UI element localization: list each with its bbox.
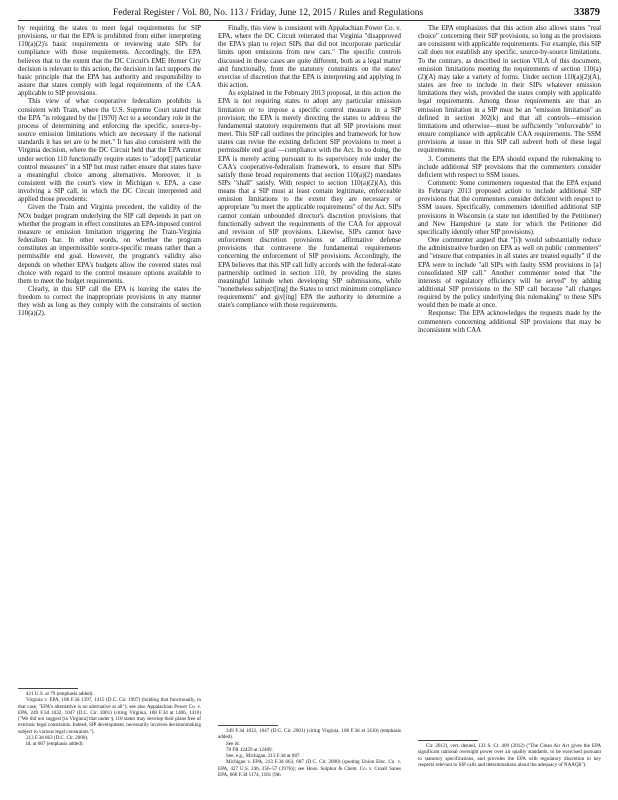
paragraph: Clearly, in this SIP call the EPA is leaving the states the freedom to correct the inappropriate provisions in any manner they wish as long as they comply with the constraints of section 110(a)(2). [18, 286, 201, 318]
footnote: 213 F.3d 663 (D.C. Cir. 2000). [26, 735, 89, 742]
column-1 [18, 25, 201, 319]
footnote: See id. [226, 740, 240, 747]
footnote: Michigan v. EPA, 213 F.3d 663, 687 (D.C. Cir. 2000) (quoting Union Elec. Co. v. EPA, 427 U.S. 246, 256–57 (1976)); see Hous. Sulphur & Chem. Co. v. Croall Sanes EPA, 666 F.3d 1174, 1181 (9th [218, 759, 401, 779]
paragraph: As explained in the February 2013 proposal, in this action the EPA is not requiring states to adopt any particular emission limitation or to impose a specific control measure in a SIP provision; the EPA is merely directing the states to address the fundamental statutory requirements that all SIP provisions must meet. This SIP call outlines the principles and framework for how states can revise the existing deficient SIP provisions to meet a permissible end goal —compliance with the Act. In so doing, the EPA is merely acting pursuant to its supervisory role under the CAA's cooperative-federalism framework, to ensure that SIPs satisfy those broad requirements that section 110(a)(2) mandates SIPs "shall" satisfy. With respect to section 110(a)(2)(A), this means that a SIP must at least contain legitimate, enforceable emission limitations to the extent they are necessary or appropriate "to meet the applicable requirements" of the Act. SIPs cannot contain unbounded director's discretion provisions that functionally subvert the requirements of the CAA for approval and revision of SIP provisions. Likewise, SIPs cannot have enforcement discretion provisions or affirmative defense provisions that contravene the fundamental requirements concerning the enforcement of SIP provisions. Accordingly, the EPA believes that this SIP call fully accords with the federal-state partnership outlined in section 110, by providing the states meaningful latitude when developing SIP submissions, while "nonetheless subject[ing] the States to strict minimum compliance requirements" and giv[ing] EPA the authority to determine a state's compliance with those requirements. [218, 90, 401, 310]
section-heading: 3. Comments that the EPA should expand the rulemaking to include additional SIP provisions that the commenters consider deficient with respect to SSM issues. [418, 155, 601, 179]
paragraph: One commenter argued that "[i]t would substantially reduce the administrative burden on EPA as well on public commenters" and "ensure that companies in all states are treated equally" if the EPA were to include "all SIPs with faulty SSM provisions in [a] consolidated SIP call." Another commenter noted that "the interests of regulatory efficiency will be served" by adding additional SIP provisions to the SIP call because "all changes required by the policy underlying this rulemaking" to these SIPs would then be made at once. [418, 237, 601, 310]
column-3 [418, 25, 601, 335]
footnotes-column-1 [18, 691, 201, 748]
footnotes-column-2 [218, 728, 401, 778]
paragraph: This view of what cooperative federalism prohibits is consistent with Train, where the U.S. Supreme Court stated that the EPA "is relegated by the [1970] Act to a secondary role in the process of determining and enforcing the specific, source-by-source emission limitations which are necessary if the national standards it has set are to be met." It has also consistent with the Virginia decision, where the DC Circuit held that the EPA cannot under section 110 functionally require states to "adopt[] particular control measures" in a SIP but must rather ensure that states have a meaningful choice among alternatives. Moreover, it is consistent with the court's view in Michigan v. EPA, a case involving a SIP call, in which the DC Circuit interpreted and applied those precedents: [18, 98, 201, 204]
paragraph: Comment: Some commenters requested that the EPA expand its February 2013 proposed action to include additional SIP provisions that the commenters consider deficient with respect to SSM issues. Specifically, commenters identified additional SIP provisions in Wisconsin (a state not identified by the Petitioner) and New Hampshire (a state for which the Petitioner did specifically identify other SIP provisions). [418, 179, 601, 236]
footnote-separator [18, 688, 78, 689]
footnote: 421 U.S. at 79 (emphasis added). [26, 691, 94, 697]
column-2 [218, 25, 401, 310]
footnote-separator [418, 740, 478, 741]
page-header [18, 6, 600, 20]
footnote-separator [218, 725, 278, 726]
paragraph: The EPA emphasizes that this action also allows states "real choice" concerning their SIP provisions, so long as the provisions are consistent with applicable requirements. For example, this SIP call does not establish any specific, source-by-source limitations. To the contrary, as described in section VII.A of this document, emission limitations meeting the requirements of section 110(a)(2)(A) may take a variety of forms. Under section 110(a)(2)(A), states are free to include in their SIPs whatever emission limitations they wish, provided the states comply with applicable legal requirements. Among those requirements are that an emission limitation in a SIP must be an "emission limitation" as defined in section 302(k) and that all controls—emission limitations and otherwise—must be sufficiently "enforceable" to ensure compliance with applicable CAA requirements. The SSM provisions at issue in this SIP call subvert both of these legal requirements. [418, 25, 601, 155]
header-citation: Federal Register / Vol. 80, No. 113 / Friday, June 12, 2015 / Rules and Regulations [113, 8, 424, 18]
paragraph: Response: The EPA acknowledges the requests made by the commenters concerning additional SIP provisions that may be inconsistent with CAA [418, 310, 601, 334]
footnote: Virginia v. EPA, 108 F.3d 1397, 1415 (D.C. Cir. 1997) (holding that functionally, in that case, "EPA's alternative is no alternative at all"); see also Appalachian Power Co. v. EPA, 249 F.3d 1032, 1047 (D.C. Cir. 2001) (citing Virginia, 108 F.3d at 1406, 1410) ("We did not suggest [in Virginia] that under § 110 states may develop their plans free of extrinsic legal constraints. Indeed, SIP development, necessarily involves decisionmaking subject to various legal constraints."). [18, 697, 201, 735]
footnote: Id. at 687 (emphasis added). [26, 741, 84, 748]
paragraph: Finally, this view is consistent with Appalachian Power Co. v. EPA, where the DC Circuit reiterated that Virginia "disapproved the EPA's plan to reject SIPs that did not incorporate particular limits upon emissions from new cars." The specific controls discussed in these cases are quite different, both as a legal matter and functionally, from the statutory constraints on the states' exercise of discretion that the EPA is interpreting and applying in this action. [218, 25, 401, 90]
header-rule [18, 20, 600, 21]
footnote: 78 FR 12459 at 12489. [226, 746, 273, 753]
footnote: 249 F.3d 1032, 1047 (D.C. Cir. 2001) (citing Virginia, 108 F.3d at 1410) (emphasis added). [218, 728, 401, 741]
footnotes-column-3 [418, 743, 601, 768]
footnote: See, e.g., Michigan, 213 F.3d at 687. [226, 753, 301, 760]
page-number: 33879 [574, 7, 600, 18]
footnote: Cir. 2012), cert. denied, 133 S. Ct. 409 (2012) ("The Clean Air Act gives the EPA significant national oversight power over air quality standards, to be exercised pursuant to statutory specifications, and provides the EPA with regulatory discretion in key respects relevant to SIP calls and determinations about the adequacy of NAAQS"). [418, 743, 601, 768]
paragraph: by requiring the states to meet legal requirements for SIP provisions, or that the EPA is prohibited from either interpreting 110(a)(2)'s basic requirements or reviewing state SIPs for compliance with those requirements. Accordingly, the EPA believes that to the extent that the DC Circuit's EME Homer City decision is relevant to this action, the decision in fact supports the basic principle that the EPA has authority and responsibility to assure that states comply with legal requirements of the CAA applicable to SIP provisions. [18, 25, 201, 98]
block-quote: Given the Train and Virginia precedent, the validity of the NOx budget program underlying the SIP call depends in part on whether the program in effect constitutes an EPA-imposed control measure or emission limitation triggering the Train-Virginia federalism bar. In other words, on whether the program constitutes an impermissible source-specific means rather than a permissible end goal. However, the program's validity also depends on whether EPA's budgets allow the covered states real choice with regard to the control measure options available to them to meet the budget requirements. [18, 204, 201, 285]
